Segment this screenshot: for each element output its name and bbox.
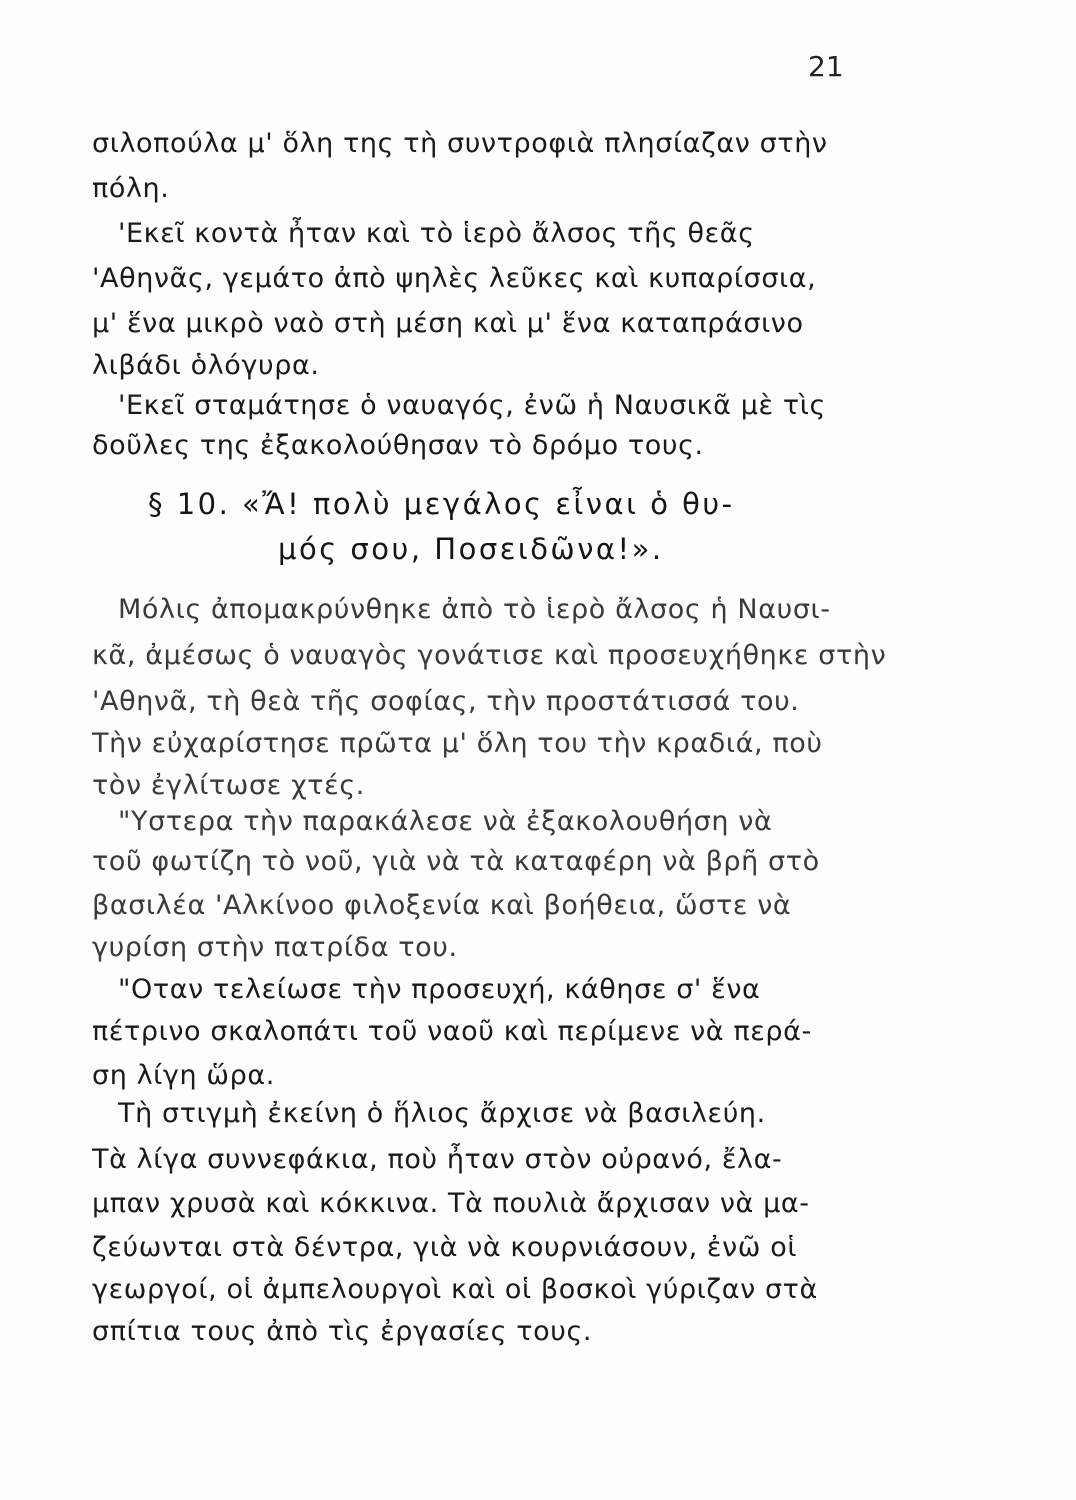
paragraph-line: "Υστερα τὴν παρακάλεσε νὰ ἐξακολουθήση νὰ bbox=[118, 806, 773, 837]
paragraph-line: πόλη. bbox=[92, 173, 170, 204]
paragraph-line: Τὰ λίγα συννεφάκια, ποὺ ἦταν στὸν οὐρανό, ἔλα- bbox=[92, 1144, 783, 1175]
paragraph-line: γυρίση στὴν πατρίδα του. bbox=[92, 932, 458, 963]
paragraph-line: δοῦλες της ἐξακολούθησαν τὸ δρόμο τους. bbox=[92, 430, 704, 461]
paragraph-line: τὸν ἐγλίτωσε χτές. bbox=[92, 770, 365, 801]
paragraph-line: βασιλέα 'Αλκίνοο φιλοξενία καὶ βοήθεια, ὥστε νὰ bbox=[92, 890, 792, 921]
paragraph-line: κᾶ, ἀμέσως ὁ ναυαγὸς γονάτισε καὶ προσευχήθηκε στὴν bbox=[92, 640, 887, 671]
paragraph-line: 'Αθηνᾶ, τὴ θεὰ τῆς σοφίας, τὴν προστάτισσά του. bbox=[92, 686, 800, 717]
paragraph-line: γεωργοί, οἱ ἀμπελουργοὶ καὶ οἱ βοσκοὶ γύριζαν στὰ bbox=[92, 1274, 818, 1305]
paragraph-line: 'Αθηνᾶς, γεμάτο ἀπὸ ψηλὲς λεῦκες καὶ κυπαρίσσια, bbox=[92, 263, 817, 294]
section-heading: § 10. «Ἄ! πολὺ μεγάλος εἶναι ὁ θυ- bbox=[148, 487, 735, 521]
paragraph-line: μ' ἕνα μικρὸ ναὸ στὴ μέση καὶ μ' ἕνα καταπράσινο bbox=[92, 308, 804, 339]
paragraph-line: ζεύωνται στὰ δέντρα, γιὰ νὰ κουρνιάσουν, ἐνῶ οἱ bbox=[92, 1232, 798, 1263]
paragraph-line: λιβάδι ὁλόγυρα. bbox=[92, 350, 320, 381]
section-heading-continuation: μός σου, Ποσειδῶνα!». bbox=[278, 532, 664, 566]
paragraph-line: ση λίγη ὥρα. bbox=[92, 1060, 275, 1091]
paragraph-line: 'Εκεῖ κοντὰ ἦταν καὶ τὸ ἱερὸ ἄλσος τῆς θεᾶς bbox=[118, 218, 755, 249]
page-number: 21 bbox=[808, 50, 844, 83]
paragraph-line: μπαν χρυσὰ καὶ κόκκινα. Τὰ πουλιὰ ἄρχισαν νὰ μα- bbox=[92, 1188, 810, 1219]
paragraph-line: Μόλις ἀπομακρύνθηκε ἀπὸ τὸ ἱερὸ ἄλσος ἡ Ναυσι- bbox=[118, 594, 831, 625]
paragraph-line: πέτρινο σκαλοπάτι τοῦ ναοῦ καὶ περίμενε νὰ περά- bbox=[92, 1016, 812, 1047]
paragraph-line: τοῦ φωτίζη τὸ νοῦ, γιὰ νὰ τὰ καταφέρη νὰ βρῆ στὸ bbox=[92, 846, 820, 877]
paragraph-line: 'Εκεῖ σταμάτησε ὁ ναυαγός, ἐνῶ ἡ Ναυσικᾶ μὲ τὶς bbox=[118, 390, 826, 421]
paragraph-line: σιλοπούλα μ' ὅλη της τὴ συντροφιὰ πλησίαζαν στὴν bbox=[92, 128, 828, 159]
paragraph-line: Τὴ στιγμὴ ἐκείνη ὁ ἥλιος ἄρχισε νὰ βασιλεύη. bbox=[118, 1098, 766, 1129]
paragraph-line: "Οταν τελείωσε τὴν προσευχή, κάθησε σ' ἕνα bbox=[118, 974, 761, 1005]
paragraph-line: Τὴν εὐχαρίστησε πρῶτα μ' ὅλη του τὴν κραδιά, ποὺ bbox=[92, 728, 823, 759]
paragraph-line: σπίτια τους ἀπὸ τὶς ἐργασίες τους. bbox=[92, 1316, 593, 1347]
